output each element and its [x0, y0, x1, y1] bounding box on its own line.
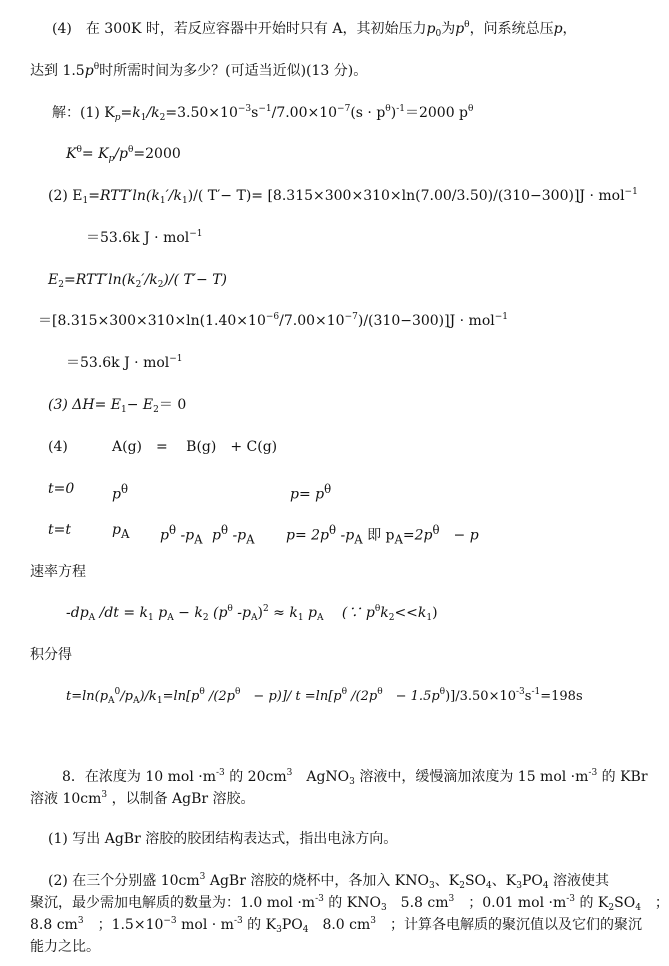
text: 为 [441, 21, 456, 37]
text: -3 [315, 894, 324, 904]
text: 解：(1) K [52, 105, 115, 121]
text: -3 [588, 768, 598, 778]
text: p [455, 21, 465, 37]
text: -3 [233, 916, 243, 926]
text: −1 [189, 229, 203, 239]
solution-2-e2 [48, 271, 227, 289]
text: )/( T′− T)= [8.315×300×310×ln(7.00/3.50)/(310−300)]J · mol [187, 188, 625, 204]
text: 1 [140, 113, 147, 123]
text: PO [281, 917, 303, 933]
text: 2 [388, 613, 395, 623]
text: 2 [202, 613, 209, 623]
text: ＝53.6k J · mol [66, 355, 170, 371]
question-8-line-2 [30, 790, 255, 808]
text: 1 [297, 613, 304, 623]
text: )/k [139, 689, 157, 704]
text: p= p [290, 486, 325, 503]
text: 1 [121, 405, 127, 415]
text: ) [390, 105, 397, 121]
text: ＝2000 p [404, 105, 469, 121]
text: ) [257, 605, 263, 621]
text: A [246, 532, 255, 547]
table-row1-pc [212, 521, 255, 548]
text: = K [81, 146, 109, 162]
text: p [108, 154, 115, 164]
text: ；0.01 mol ·m [454, 895, 567, 911]
text: ′/k [165, 188, 182, 204]
text: 的 KNO [323, 895, 381, 911]
text: (2) 在三个分别盛 10cm [48, 873, 200, 889]
text: 4 [486, 881, 492, 891]
table-row1-total [286, 521, 479, 548]
text: A [354, 532, 363, 547]
text: 溶液使其 [548, 873, 610, 889]
text: − p)]/ t =ln[p [240, 689, 342, 704]
text: 0 [114, 687, 121, 697]
text: A [316, 613, 324, 623]
text: /7.00×10 [279, 313, 345, 329]
text: θ [341, 687, 348, 697]
text: − 1.5p [382, 689, 440, 704]
text: 2 [58, 280, 64, 290]
text: -3 [566, 894, 576, 904]
question-8-sub-2-line-2 [30, 894, 669, 912]
solution-1-ktheta [66, 145, 181, 163]
table-header-number: (4) [48, 439, 68, 455]
text: A [394, 532, 403, 547]
solution-2-e1-result [86, 229, 203, 247]
text: 3 [349, 777, 355, 787]
text: A [132, 696, 140, 706]
solution-1-kp [52, 104, 473, 122]
text: p [84, 63, 94, 79]
text: 1 [156, 696, 163, 706]
text: 4 [302, 925, 309, 935]
text: p [114, 113, 121, 123]
text: 2 [157, 280, 164, 290]
text: 3 [101, 790, 108, 800]
text: (4) 在 300K 时，若反应容器中开始时只有 A，其初始压力 [52, 21, 427, 37]
text: -1 [396, 104, 405, 114]
text: =RTT′ln(k [88, 188, 160, 204]
question-8-sub-2-line-3 [30, 916, 642, 934]
text: θ [468, 104, 474, 114]
text: 1 [159, 196, 166, 206]
text: 溶液 10cm [30, 791, 102, 807]
text: 2 [608, 903, 615, 913]
text: p [153, 605, 168, 621]
text: ； [640, 895, 669, 911]
text: −1 [169, 354, 183, 364]
text: 0 [435, 29, 442, 39]
text: p [553, 21, 563, 37]
text: −1 [258, 104, 272, 114]
text: θ [120, 482, 128, 496]
table-header-reaction: A(g) = B(g) + C(g) [112, 439, 278, 455]
text: ；1.5×10 [83, 917, 164, 933]
text: θ [464, 20, 470, 30]
table-row1-pb [160, 521, 203, 548]
text: 3 [380, 903, 387, 913]
text: 溶液中，缓慢滴加浓度为 15 mol ·m [354, 769, 589, 785]
text: A [167, 613, 174, 623]
text: θ [76, 145, 82, 155]
text: θ [235, 687, 241, 697]
question-8-sub-1: (1) 写出 AgBr 溶胶的胶团结构表达式，指出电泳方向。 [48, 831, 398, 847]
text: − E [126, 397, 154, 413]
text: =2000 [133, 146, 181, 162]
question-8-line-1 [62, 768, 648, 786]
text: θ [127, 145, 134, 155]
text: p= 2p [286, 527, 330, 544]
text: /dt = k [95, 605, 149, 621]
solution-2-e2-calc [38, 312, 508, 330]
table-row0-total [290, 480, 331, 504]
text: A [108, 696, 115, 706]
integration-equation [66, 688, 583, 706]
text: θ [93, 62, 100, 72]
text: θ [385, 104, 391, 114]
text: p [112, 522, 121, 538]
text: −3 [163, 916, 177, 926]
text: 3 [429, 881, 435, 891]
text: 1 [426, 613, 433, 623]
text: θ [439, 687, 446, 697]
text: A [120, 526, 130, 541]
text: /(2p [204, 689, 235, 704]
text: (2) E [48, 188, 83, 204]
text: 的 K [575, 895, 609, 911]
text: − k [173, 605, 203, 621]
text: <<k [394, 605, 427, 621]
text: 4 [542, 881, 549, 891]
text: mol · m [176, 917, 234, 933]
text: 3 [276, 925, 282, 935]
text: −7 [344, 312, 358, 322]
text: =3.50×10 [165, 105, 238, 121]
text: 2 [135, 280, 142, 290]
text: ，以制备 AgBr 溶胶。 [107, 791, 255, 807]
text: /7.00×10 [271, 105, 338, 121]
text: θ [168, 523, 176, 537]
text: (3) ΔH= E [48, 397, 122, 413]
text: 8．在浓度为 10 mol ·m [62, 769, 216, 785]
text: 1 [82, 196, 89, 206]
text: 3 [448, 894, 455, 904]
text: −6 [265, 312, 280, 322]
text: )]/3.50×10 [445, 689, 516, 704]
text: 聚沉，最少需加电解质的数量为：1.0 mol ·m [30, 895, 316, 911]
rate-equation [66, 604, 438, 622]
text: 的 K [242, 917, 277, 933]
text: −1 [494, 312, 509, 322]
question-8-sub-2-line-1 [48, 872, 609, 890]
text: 的 KBr [597, 769, 648, 785]
text: 3 [370, 916, 377, 926]
text: 的 20cm [224, 769, 287, 785]
text: =ln[p [162, 689, 200, 704]
table-row0-pa [112, 480, 128, 504]
text: s [251, 105, 259, 121]
rate-equation-label: 速率方程 [30, 564, 86, 580]
text: -p [232, 605, 251, 621]
text: /p [120, 689, 133, 704]
text: /p [114, 146, 128, 162]
table-row1-pa [112, 521, 129, 543]
text: p [426, 21, 436, 37]
text: 2 [159, 113, 166, 123]
text: K [66, 146, 77, 162]
text: 1 [148, 613, 154, 623]
solution-3-dh [48, 396, 186, 414]
text: (∵ p [323, 605, 375, 621]
text: =RTT′ln(k [63, 272, 136, 288]
solution-2-e1 [48, 187, 638, 205]
text: -3 [215, 768, 225, 778]
text: 2 [459, 881, 465, 891]
text: θ [324, 482, 332, 496]
text: A [88, 613, 96, 623]
question-4-intro-line-2 [30, 62, 367, 80]
table-row1-time: t=t [48, 522, 71, 538]
text: -p [228, 527, 247, 544]
text: θ [227, 604, 233, 614]
text: =198s [540, 689, 583, 704]
text: ≈ k [268, 605, 298, 621]
text: 8.8 cm [30, 917, 78, 933]
text: θ [329, 523, 337, 537]
text: 4 [635, 903, 641, 913]
text: θ [220, 523, 228, 537]
text: ) [432, 605, 438, 621]
text: 3 [516, 881, 522, 891]
text: 、K [491, 873, 517, 889]
text: =k [120, 105, 141, 121]
text: -dp [66, 605, 89, 621]
text: p [160, 527, 169, 544]
text: 3 [286, 768, 293, 778]
text: θ [374, 604, 381, 614]
text: /k [146, 105, 160, 121]
integration-label: 积分得 [30, 647, 72, 663]
text: ，问系统总压 [469, 21, 554, 37]
text: p [212, 527, 221, 544]
text: -p [336, 527, 355, 544]
question-8-sub-2-line-4: 能力之比。 [30, 939, 100, 955]
text: -1 [531, 687, 541, 697]
text: 3 [199, 872, 206, 882]
text: ＝53.6k J · mol [86, 230, 190, 246]
text: −7 [337, 104, 351, 114]
text: PO [521, 873, 543, 889]
text: θ [432, 523, 440, 537]
text: ， [562, 21, 577, 37]
text: 8.0 cm [308, 917, 371, 933]
text: -3 [516, 687, 525, 697]
text: (s · p [350, 105, 386, 121]
text: θ [377, 687, 383, 697]
text: AgNO [292, 769, 350, 785]
text: p [303, 605, 317, 621]
text: ′/k [141, 272, 158, 288]
text: (p [208, 605, 228, 621]
text: 5.8 cm [386, 895, 449, 911]
text: 2 [262, 604, 269, 614]
question-4-intro-line [52, 20, 577, 38]
text: A [251, 613, 258, 623]
text: −1 [624, 187, 638, 197]
text: 2 [153, 405, 159, 415]
text: E [48, 272, 59, 288]
text: ；计算各电解质的聚沉值以及它们的聚沉 [376, 917, 643, 933]
text: =2p [402, 527, 433, 544]
text: )/(310−300)]J · mol [357, 313, 495, 329]
text: ＝[8.315×300×310×ln(1.40×10 [38, 313, 266, 329]
text: −3 [237, 104, 252, 114]
text: k [380, 605, 389, 621]
solution-2-e2-result [66, 354, 183, 372]
text: A [194, 532, 203, 547]
text: SO [614, 895, 636, 911]
text: s [524, 689, 532, 704]
text: SO [464, 873, 487, 889]
text: ＝ 0 [158, 397, 187, 413]
text: AgBr 溶胶的烧杯中，各加入 KNO [205, 873, 429, 889]
text: /(2p [347, 689, 378, 704]
text: -p [176, 527, 195, 544]
text: 达到 1.5 [30, 63, 85, 79]
text: − p [439, 527, 479, 544]
text: 、K [434, 873, 460, 889]
text: θ [199, 687, 205, 697]
text: 即 p [362, 527, 395, 544]
text: p [112, 486, 121, 503]
text: 时所需时间为多少？(可适当近似)(13 分)。 [99, 63, 368, 79]
text: 1 [181, 196, 188, 206]
text: 3 [77, 916, 84, 926]
table-row0-time: t=0 [48, 481, 75, 497]
text: )/( T′− T) [163, 272, 228, 288]
text: t=ln(p [66, 689, 109, 704]
